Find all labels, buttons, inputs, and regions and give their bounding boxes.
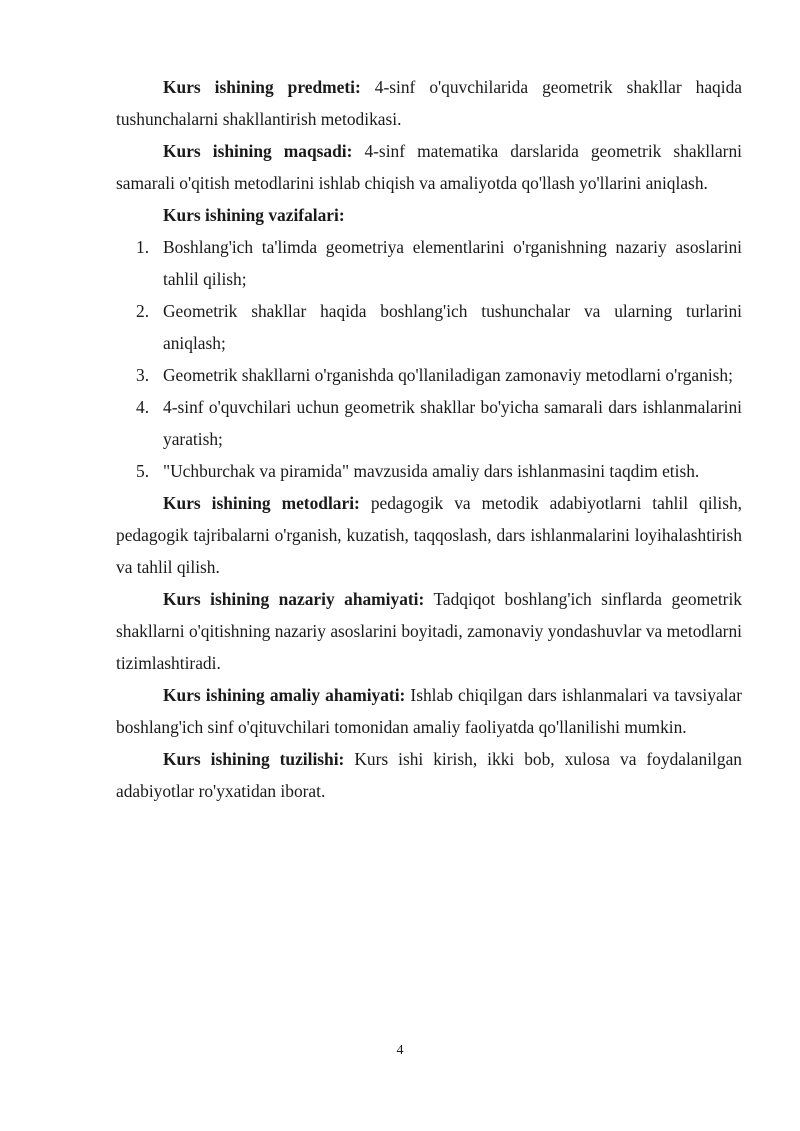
tasks-list [116,231,742,487]
paragraph-label: Kurs ishining tuzilishi: [163,749,345,769]
list-item-text: Boshlang'ich ta'limda geometriya elementlarini o'rganishning nazariy asoslarini tahlil qilish; [163,237,742,289]
list-item [116,391,742,455]
list-number: 5. [136,461,150,481]
document-page [116,71,742,807]
list-number: 2. [136,301,150,321]
list-item [116,455,742,487]
list-item [116,295,742,359]
list-item-text: Geometrik shakllarni o'rganishda qo'llaniladigan zamonaviy metodlarni o'rganish; [163,365,733,385]
paragraph-text: Kurs ishi kirish, ikki bob, xulosa va foydalanilgan adabiyotlar ro'yxatidan iborat. [116,749,742,801]
paragraph-practical-significance [116,679,742,743]
paragraph-structure [116,743,742,807]
list-number: 1. [136,237,150,257]
paragraph-text: Tadqiqot boshlang'ich sinflarda geometrik shakllarni o'qitishning nazariy asoslarini boyitadi, zamonaviy yondashuvlar va metodlarni tizimlashtiradi. [116,589,742,673]
paragraph-text: pedagogik va metodik adabiyotlarni tahlil qilish, pedagogik tajribalarni o'rganish, kuzatish, taqqoslash, dars ishlanmalarini loyihalashtirish va tahlil qilish. [116,493,742,577]
paragraph-text: Ishlab chiqilgan dars ishlanmalari va tavsiyalar boshlang'ich sinf o'qituvchilari tomonidan amaliy faoliyatda qo'llanilishi mumkin. [116,685,743,737]
list-item [116,359,742,391]
paragraph-text: 4-sinf o'quvchilarida geometrik shakllar haqida tushunchalarni shakllantirish metodikasi. [116,77,742,129]
list-item [116,231,742,295]
paragraph-label: Kurs ishining metodlari: [163,493,360,513]
paragraph-goal [116,135,742,199]
list-item-text: "Uchburchak va piramida" mavzusida amaliy dars ishlanmasini taqdim etish. [163,461,700,481]
list-number: 3. [136,365,150,385]
paragraph-methods [116,487,742,583]
list-item-text: 4-sinf o'quvchilari uchun geometrik shakllar bo'yicha samarali dars ishlanmalarini yaratish; [163,397,742,449]
paragraph-label: Kurs ishining nazariy ahamiyati: [163,589,425,609]
paragraph-subject [116,71,742,135]
paragraph-label: Kurs ishining amaliy ahamiyati: [163,685,406,705]
paragraph-text: 4-sinf matematika darslarida geometrik shakllarni samarali o'qitish metodlarini ishlab chiqish va amaliyotda qo'llash yo'llarini aniqlash. [116,141,743,193]
paragraph-theoretical-significance [116,583,742,679]
paragraph-label: Kurs ishining predmeti: [163,77,361,97]
list-number: 4. [136,397,150,417]
list-item-text: Geometrik shakllar haqida boshlang'ich tushunchalar va ularning turlarini aniqlash; [163,301,742,353]
paragraph-label: Kurs ishining maqsadi: [163,141,353,161]
tasks-heading: Kurs ishining vazifalari: [163,205,345,225]
page-number: 4 [396,1043,404,1058]
